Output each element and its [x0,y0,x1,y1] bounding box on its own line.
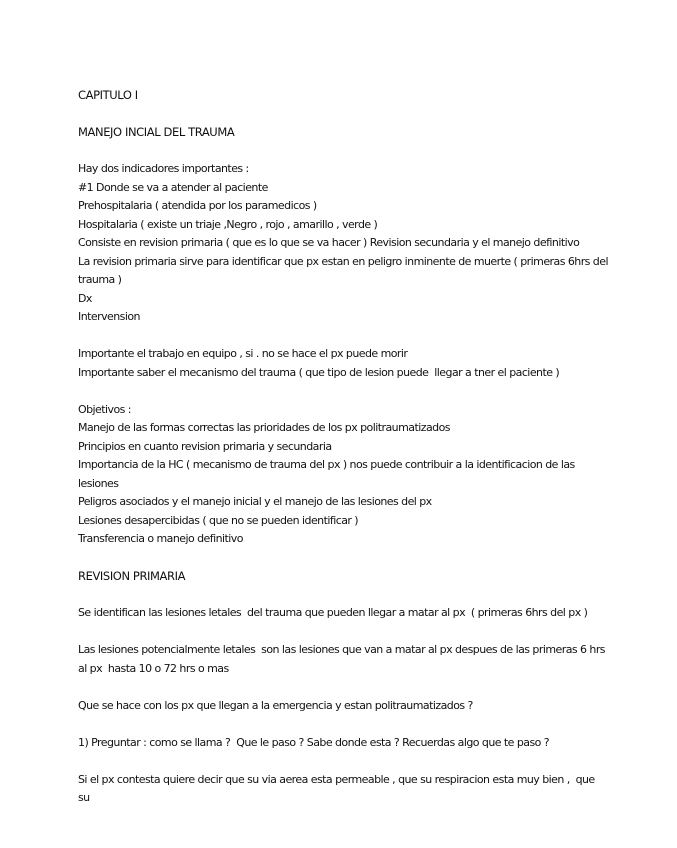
objectives-line: Peligros asociados y el manejo inicial y el manejo de las lesiones del px [78,495,432,508]
primary-paragraph: Las lesiones potencialmente letales son las lesiones que van a matar al px despues de las primeras 6 hrs al px hasta 10 o 72 hrs o mas [78,643,608,675]
intro-line: Dx [78,291,92,305]
primary-review-title: REVISION PRIMARIA [78,569,186,583]
spacer [78,678,608,697]
intro-line: Consiste en revision primaria ( que es lo que se va hacer ) Revision secundaria y el manejo definitivo [78,236,580,249]
primary-paragraph: Si el px contesta quiere decir que su via aerea esta permeable , que su respiracion esta muy bien , que su [78,772,598,804]
objectives-line: Objetivos : [78,402,131,416]
document-body [78,86,611,808]
objectives-line: Principios en cuanto revision primaria y secundaria [78,439,332,453]
primary-paragraph: Que se hace con los px que llegan a la emergencia y estan politraumatizados ? [78,698,473,712]
spacer [78,382,608,401]
primary-paragraph: Se identifican las lesiones letales del trauma que pueden llegar a matar al px ( primeras 6hrs del px ) [78,606,588,619]
importance-line: Importante saber el mecanismo del trauma ( que tipo de lesion puede llegar a tner el paciente ) [78,365,560,379]
spacer [78,142,608,161]
spacer [78,549,608,568]
intro-line: Hay dos indicadores importantes : [78,162,249,175]
chapter-title: CAPITULO I [78,88,138,102]
spacer [78,586,608,605]
objectives-line: Lesiones desapercibidas ( que no se pueden identificar ) [78,513,359,527]
importance-line: Importante el trabajo en equipo , si . no se hace el px puede morir [78,347,408,360]
spacer [78,715,608,734]
intro-line: #1 Donde se va a atender al paciente [78,180,268,194]
spacer [78,105,608,124]
objectives-line: Manejo de las formas correctas las prioridades de los px politraumatizados [78,421,450,434]
intro-line: Prehospitalaria ( atendida por los paramedicos ) [78,199,317,212]
intro-line: Intervension [78,310,140,323]
intro-line: Hospitalaria ( existe un triaje ,Negro , rojo , amarillo , verde ) [78,217,378,231]
spacer [78,327,608,346]
section-title: MANEJO INCIAL DEL TRAUMA [78,125,235,139]
objectives-line: Importancia de la HC ( mecanismo de trauma del px ) nos puede contribuir a la identificacion de las lesiones [78,458,578,490]
spacer [78,623,608,642]
primary-paragraph: 1) Preguntar : como se llama ? Que le paso ? Sabe donde esta ? Recuerdas algo que te paso ? [78,735,550,749]
spacer [78,752,608,771]
objectives-line: Transferencia o manejo definitivo [78,532,243,545]
intro-line: La revision primaria sirve para identificar que px estan en peligro inminente de muerte ( primeras 6hrs del trauma ) [78,254,611,286]
